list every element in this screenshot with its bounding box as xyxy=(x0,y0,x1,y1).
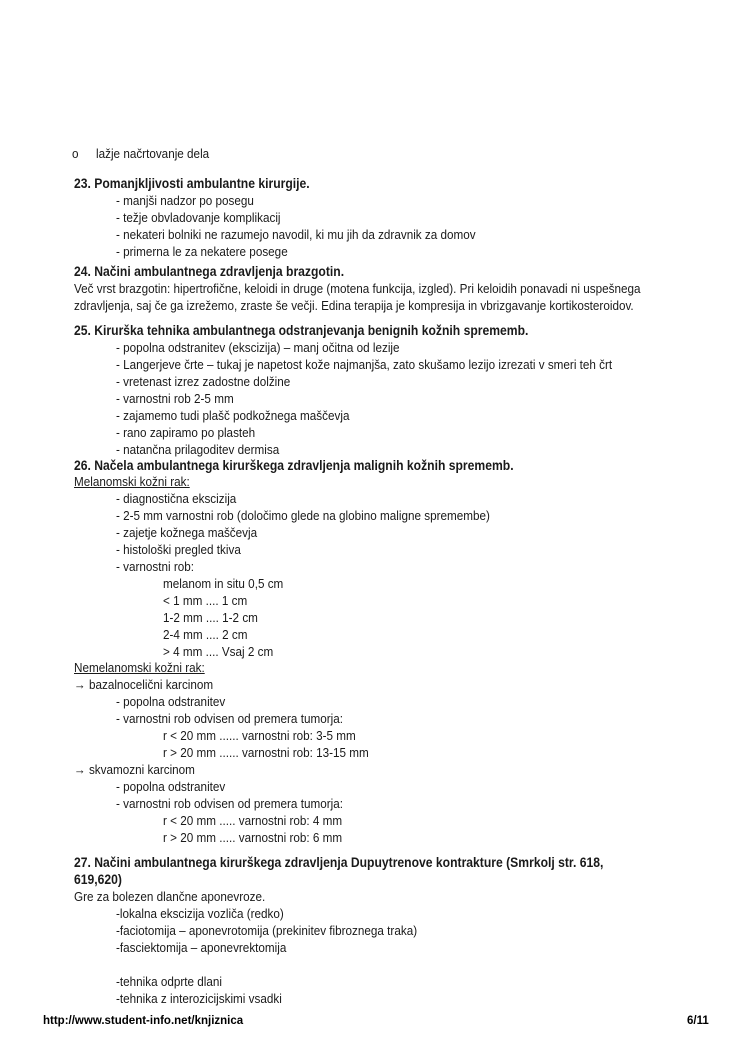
list-item: - popolna odstranitev xyxy=(116,779,226,794)
paragraph-line: Gre za bolezen dlančne aponevroze. xyxy=(74,889,266,904)
list-item: - nekateri bolniki ne razumejo navodil, ki mu jih da zdravnik za domov xyxy=(116,227,476,242)
list-item: - rano zapiramo po plasteh xyxy=(116,425,256,440)
margin-item: r < 20 mm ..... varnostni rob: 4 mm xyxy=(163,813,343,828)
list-item: - vretenast izrez zadostne dolžine xyxy=(116,374,291,389)
footer-url: http://www.student-info.net/knjiznica xyxy=(43,1015,244,1027)
section-27-title: 27. Načini ambulantnega kirurškega zdravljenja Dupuytrenove kontrakture (Smrkolj str. 618, xyxy=(74,855,604,870)
list-item: - varnostni rob odvisen od premera tumorja: xyxy=(116,796,343,811)
list-item: - Langerjeve črte – tukaj je napetost kože najmanjša, zato skušamo lezijo izrezati v smeri teh črt xyxy=(116,357,613,372)
list-item: - primerna le za nekatere posege xyxy=(116,244,288,259)
margin-item: < 1 mm .... 1 cm xyxy=(163,593,248,608)
subtype-title: → bazalnocelični karcinom xyxy=(74,677,214,692)
list-item: - varnostni rob 2-5 mm xyxy=(116,391,234,406)
list-item: - diagnostična ekscizija xyxy=(116,491,237,506)
list-item: -tehnika odprte dlani xyxy=(116,974,223,989)
list-item: - varnostni rob: xyxy=(116,559,195,574)
margin-item: 2-4 mm .... 2 cm xyxy=(163,627,248,642)
section-27-title-cont: 619,620) xyxy=(74,872,122,887)
list-item: -tehnika z interozicijskimi vsadki xyxy=(116,991,282,1006)
subtype-title: → skvamozni karcinom xyxy=(74,762,195,777)
paragraph-line: zdravljenja, saj če ga izrežemo, zraste še večji. Edina terapija je kompresija in vbrizgavanje kortikosteroidov. xyxy=(74,298,634,313)
list-item: - manjši nadzor po posegu xyxy=(116,193,254,208)
margin-item: r > 20 mm ...... varnostni rob: 13-15 mm xyxy=(163,745,369,760)
list-item: - popolna odstranitev (ekscizija) – manj očitna od lezije xyxy=(116,340,400,355)
list-item: - popolna odstranitev xyxy=(116,694,226,709)
section-24-title: 24. Načini ambulantnega zdravljenja brazgotin. xyxy=(74,264,345,279)
nonmelanoma-label: Nemelanomski kožni rak: xyxy=(74,660,205,675)
list-item: - natančna prilagoditev dermisa xyxy=(116,442,280,457)
margin-item: r < 20 mm ...... varnostni rob: 3-5 mm xyxy=(163,728,356,743)
bullet-text: lažje načrtovanje dela xyxy=(96,146,210,161)
melanoma-label: Melanomski kožni rak: xyxy=(74,474,190,489)
margin-item: melanom in situ 0,5 cm xyxy=(163,576,284,591)
page-number: 6/11 xyxy=(687,1015,709,1027)
bullet-marker: o xyxy=(72,146,79,161)
section-23-title: 23. Pomanjkljivosti ambulantne kirurgije. xyxy=(74,176,310,191)
section-25-title: 25. Kirurška tehnika ambulantnega odstranjevanja benignih kožnih sprememb. xyxy=(74,323,529,338)
section-26-title: 26. Načela ambulantnega kirurškega zdravljenja malignih kožnih sprememb. xyxy=(74,458,514,473)
list-item: - zajetje kožnega maščevja xyxy=(116,525,258,540)
list-item: - zajamemo tudi plašč podkožnega maščevja xyxy=(116,408,350,423)
margin-item: r > 20 mm ..... varnostni rob: 6 mm xyxy=(163,830,343,845)
list-item: -fasciektomija – aponevrektomija xyxy=(116,940,287,955)
list-item: - 2-5 mm varnostni rob (določimo glede na globino maligne spremembe) xyxy=(116,508,490,523)
list-item: - histološki pregled tkiva xyxy=(116,542,241,557)
paragraph-line: Več vrst brazgotin: hipertrofične, keloidi in druge (motena funkcija, izgled). Pri keloidih ponavadi ni uspešnega xyxy=(74,281,641,296)
margin-item: > 4 mm .... Vsaj 2 cm xyxy=(163,644,274,659)
list-item: - težje obvladovanje komplikacij xyxy=(116,210,281,225)
list-item: -lokalna ekscizija vozliča (redko) xyxy=(116,906,284,921)
margin-item: 1-2 mm .... 1-2 cm xyxy=(163,610,258,625)
list-item: -faciotomija – aponevrotomija (prekinitev fibroznega traka) xyxy=(116,923,418,938)
list-item: - varnostni rob odvisen od premera tumorja: xyxy=(116,711,343,726)
